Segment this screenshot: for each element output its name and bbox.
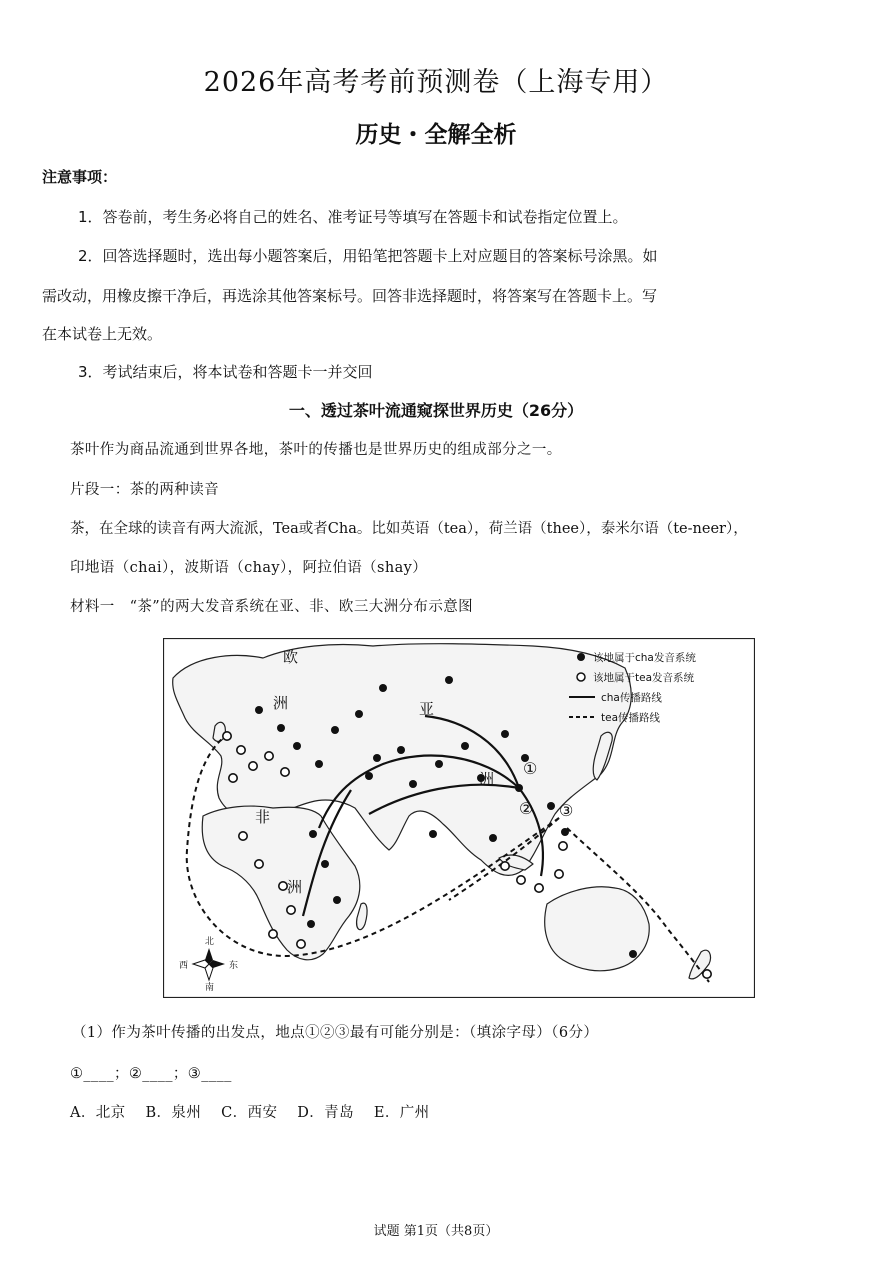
note-line: 3．考试结束后，将本试卷和答题卡一并交回 [78, 363, 373, 381]
compass-east: 东 [229, 961, 239, 971]
legend-cha-route: cha传播路线 [601, 692, 662, 704]
tea-map [163, 638, 755, 998]
africa-label: 非 [255, 808, 271, 826]
marker-3: ③ [559, 801, 574, 820]
section-paragraph: 印地语（chai），波斯语（chay），阿拉伯语（shay） [70, 560, 428, 576]
legend-cha: 该地属于cha发音系统 [593, 652, 696, 664]
page-subtitle: 历史・全解全析 [355, 122, 517, 148]
section-paragraph: 茶，在全球的读音有两大流派，Tea或者Cha。比如英语（tea），荷兰语（thee），泰米尔语（te-neer）， [70, 521, 748, 537]
page-title: 2026年高考考前预测卷（上海专用） [203, 67, 669, 98]
europe-label: 欧 [283, 648, 299, 666]
section-title: 一、透过茶叶流通窥探世界历史（26分） [288, 401, 584, 420]
asia-label: 洲 [479, 770, 495, 788]
note-line: 在本试卷上无效。 [42, 325, 163, 343]
page-footer: 试题 第1页（共8页） [373, 1224, 499, 1239]
note-line: 2．回答选择题时，选出每小题答案后，用铅笔把答题卡上对应题目的答案标号涂黑。如 [78, 247, 658, 265]
note-line: 1．答卷前，考生务必将自己的姓名、准考证号等填写在答题卡和试卷指定位置上。 [78, 208, 628, 226]
compass-south: 南 [205, 983, 215, 993]
asia-label: 亚 [419, 700, 435, 718]
legend-tea-route: tea传播路线 [601, 712, 661, 724]
section-intro: 茶叶作为商品流通到世界各地，茶叶的传播也是世界历史的组成部分之一。 [70, 442, 562, 458]
marker-1: ① [523, 759, 538, 778]
note-line: 需改动，用橡皮擦干净后，再选涂其他答案标号。回答非选择题时，将答案写在答题卡上。写 [42, 287, 658, 305]
answer-blanks: ①____；②____；③____ [70, 1066, 232, 1082]
compass-west: 西 [179, 961, 189, 971]
australia-landmass [545, 887, 649, 971]
answer-options: A．北京 B．泉州 C．西安 D．青岛 E．广州 [70, 1105, 430, 1121]
europe-label: 洲 [273, 694, 289, 712]
notes-heading: 注意事项： [42, 168, 118, 186]
legend-tea: 该地属于tea发音系统 [593, 672, 695, 684]
marker-2: ② [519, 799, 534, 818]
question-stem: （1）作为茶叶传播的出发点，地点①②③最有可能分别是：（填涂字母）（6分） [72, 1025, 599, 1041]
material-caption: 材料一 “茶”的两大发音系统在亚、非、欧三大洲分布示意图 [70, 599, 474, 615]
compass-north: 北 [205, 937, 215, 947]
fragment-title: 片段一：茶的两种读音 [70, 482, 219, 498]
africa-label: 洲 [287, 878, 303, 896]
